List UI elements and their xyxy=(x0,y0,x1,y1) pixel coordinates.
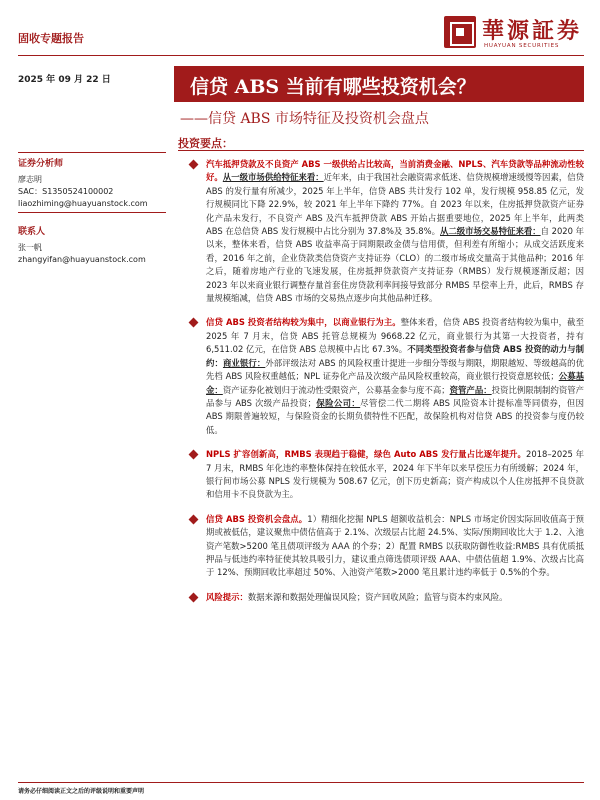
footer-disclaimer: 请务必仔细阅读正文之后的评级说明和重要声明 xyxy=(18,788,145,795)
analyst-sac: SAC：S1350524100002 xyxy=(18,187,114,196)
title-bar xyxy=(174,66,584,102)
key-point-5: 风险提示：数据来源和数据处理偏误风险；资产回收风险；监管与资本约束风险。 xyxy=(178,591,584,604)
company-logo xyxy=(444,10,584,56)
report-title: 信贷 ABS 当前有哪些投资机会？ xyxy=(190,76,476,98)
analyst-name: 廖志明 xyxy=(18,175,42,184)
footer-divider xyxy=(18,782,584,783)
contact-block xyxy=(18,224,166,266)
header-divider xyxy=(18,55,584,56)
key-point-2: 信贷 ABS 投资者结构较为集中，以商业银行为主。整体来看，信贷 ABS 投资者结构较为集中，截至 2025 年 7 月末，信贷 ABS 托管总规模为 9668.22 亿元，商业银行为其第一大投资者，持有 6,511.02 亿元，在信贷 ABS 总规模中占比 67.3%。不同类型投资者参与信贷 ABS 投资的动力与制约：商业银行：外部评级法对 ABS 的风险权重计提进一步细分等级与期限，期限越短、等级越高的优先档 ABS 风险权重越低；NPL 证券化产品及次级产品风险权重较高，商业银行投资意愿较低；公募基金：资产证券化被划归于流动性受限资产，公募基金参与度不高；资管产品：投资比例限制制约资管产品参与 ABS 次级产品投资；保险公司：尽管偿二代二期将 ABS 风险资本计提标准等同债券，但因 ABS 期限普遍较短，与保险资金的长期负债特性不匹配，故保险机构对信贷 ABS 的投资参与度仍较低。 xyxy=(178,316,584,437)
diamond-bullet-icon xyxy=(189,160,199,170)
key-point-4: 信贷 ABS 投资机会盘点。1）精细化挖掘 NPLS 超额收益机会：NPLS 市场定价因实际回收值高于预期或被低估，建议聚焦中债估值高于 2.1%、次级层占比超 24.5%、实际/预期回收比大于 1.2、入池资产笔数>5200 笔且债项评级为 AAA 的个券；2）配置 RMBS 以获取防御性收益:RMBS 具有优质抵押品与低违约率特征使其较具吸引力，建议重点筛选债项评级 AAA、中债估值超 1.9%、次级占比高于 12%、预期回收比率超过 50%、入池资产笔数>2000 笔且累计违约率低于 0.5%的个券。 xyxy=(178,513,584,580)
contact-title: 联系人 xyxy=(18,227,46,237)
diamond-bullet-icon xyxy=(189,592,199,602)
section-heading: 投资要点： xyxy=(178,137,233,150)
section-divider xyxy=(178,150,584,151)
seal-icon xyxy=(444,16,476,48)
analyst-title: 证券分析师 xyxy=(18,159,64,169)
key-point-1: 汽车抵押贷款及不良资产 ABS 一级供给占比较高，当前消费金融、NPLS、汽车贷款等品种流动性较好。从一级市场供给特征来看：近年来，由于我国社会融资需求低迷、信贷规模增速缓慢等因素，信贷 ABS 的发行量有所减少，2025 年上半年，信贷 ABS 共计发行 102 单，发行规模 958.85 亿元，发行规模同比下降 22.9%，较 2021 年上半年下降约 77%。自 2023 年以来，住房抵押贷款资产证券化产品未发行，不良资产 ABS 及汽车抵押贷款 ABS 开始占据重要地位，2025 年上半年，此两类 ABS 在总信贷 ABS 发行规模中占比分别为 37.8%及 35.8%。从二级市场交易特征来看：自 2020 年以来，整体来看，信贷 ABS 收益率高于同期限政金债与信用债，但利差有所缩小；从成交活跃度来看，2016 年之前，企业贷款类信贷资产支持证券（CLO）的二级市场成交量高于其他品种；2016 年之后，随着房地产行业的飞速发展，住房抵押贷款资产支持证券（RMBS）发行规模逐渐反超；因 2023 年以来商业银行调整存量首套住房贷款利率间接导致部分 RMBS 早偿率上升，此后，RMBS 存量规模缩减，信贷 ABS 市场的交易热点逐步向其他品种迁移。 xyxy=(178,158,584,305)
report-date: 2025 年 09 月 22 日 xyxy=(18,75,111,85)
report-subtitle: ——信贷 ABS 市场特征及投资机会盘点 xyxy=(180,111,429,127)
diamond-bullet-icon xyxy=(189,318,199,328)
analyst-block xyxy=(18,156,166,210)
contact-email[interactable]: zhangyifan@huayuanstock.com xyxy=(18,255,146,264)
sidebar-divider xyxy=(18,212,166,213)
key-points-body xyxy=(178,158,584,615)
key-point-3: NPLS 扩容创新高，RMBS 表现趋于稳健，绿色 Auto ABS 发行量占比逐年提升。2018–2025 年 7 月末，RMBS 年化违约率整体保持在较低水平，2024 年下半年以来早偿压力有所缓解；2024 年，银行间市场公募 NPLS 发行规模为 508.67 亿元，创下历史新高；资产构成以个人住房抵押不良贷款和信用卡不良贷款为主。 xyxy=(178,448,584,502)
report-type: 固收专题报告 xyxy=(18,32,84,45)
diamond-bullet-icon xyxy=(189,450,199,460)
analyst-email[interactable]: liaozhiming@huayuanstock.com xyxy=(18,199,148,208)
diamond-bullet-icon xyxy=(189,514,199,524)
logo-name-cn: 華源証券 xyxy=(482,18,583,44)
contact-name: 张一帆 xyxy=(18,243,42,252)
logo-name-en: HUAYUAN SECURITIES xyxy=(484,43,560,49)
sidebar-divider xyxy=(18,152,166,153)
